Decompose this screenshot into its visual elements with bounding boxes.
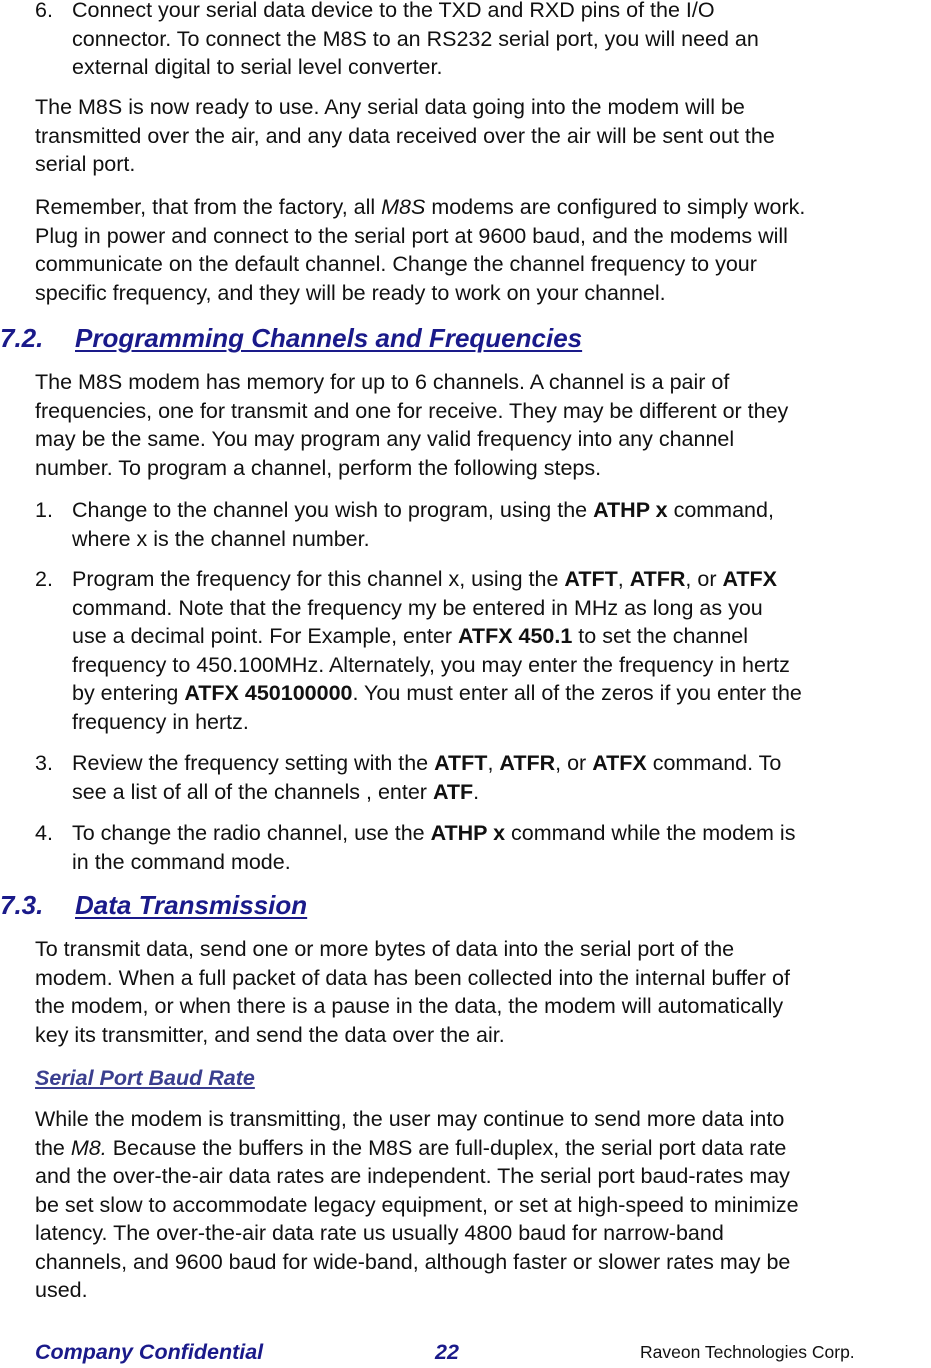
command-code: ATHP x [593, 498, 668, 522]
page-footer [0, 1340, 931, 1368]
command-code: ATFT [434, 751, 488, 775]
text-line: serial port. [35, 152, 136, 176]
text-line: To transmit data, send one or more bytes of data into the serial port of the [35, 937, 735, 961]
text-line: While the modem is transmitting, the user may continue to send more data into [35, 1107, 785, 1131]
text-line: Change to the channel you wish to program, using the ATHP x command, [72, 498, 774, 522]
paragraph-channel-memory [35, 368, 931, 482]
text-line: key its transmitter, and send the data over the air. [35, 1022, 505, 1047]
text-line: the M8. Because the buffers in the M8S are full-duplex, the serial port data rate [35, 1135, 787, 1160]
list-number: 3. [35, 751, 53, 775]
text-line: number. To program a channel, perform the following steps. [35, 455, 602, 480]
subheading-serial-port-baud-rate: Serial Port Baud Rate [35, 1066, 255, 1090]
text-line: modem. When a full packet of data has been collected into the internal buffer of [35, 965, 790, 990]
section-title: Programming Channels and Frequencies [75, 323, 583, 353]
model-name: M8S [381, 195, 426, 219]
text-line: The M8S is now ready to use. Any serial data going into the modem will be [35, 95, 745, 119]
text-line: Review the frequency setting with the ATFT, ATFR, or ATFX command. To [72, 751, 782, 775]
footer-confidential: Company Confidential [35, 1340, 264, 1364]
text-line: used. [35, 1278, 88, 1302]
text-line: transmitted over the air, and any data received over the air will be sent out the [35, 123, 775, 148]
text-line: specific frequency, and they will be ready to work on your channel. [35, 280, 666, 305]
text-line: The M8S modem has memory for up to 6 channels. A channel is a pair of [35, 370, 730, 394]
footer-company: Raveon Technologies Corp. [640, 1342, 855, 1362]
text-line: Program the frequency for this channel x, using the ATFT, ATFR, or ATFX [72, 567, 778, 591]
text-line: see a list of all of the channels , enter ATF. [72, 779, 480, 804]
command-code: ATFT [564, 567, 618, 591]
text-line: connector. To connect the M8S to an RS232 serial port, you will need an [72, 26, 759, 51]
command-code: ATHP x [430, 821, 506, 845]
text-line: Remember, that from the factory, all M8S modems are configured to simply work. [35, 195, 806, 219]
text-line: by entering ATFX 450100000. You must enter all of the zeros if you enter the [72, 681, 802, 705]
text-line: where x is the channel number. [72, 526, 370, 551]
list-number: 4. [35, 821, 53, 845]
command-code: ATFX [592, 751, 647, 775]
model-name: M8. [70, 1135, 107, 1160]
paragraph-baud-rate [35, 1105, 931, 1305]
text-line: frequencies, one for transmit and one for receive. They may be different or they [35, 398, 789, 423]
command-code: ATFX 450100000 [184, 681, 353, 705]
command-code: ATFX [722, 567, 778, 591]
paragraph-remember [35, 193, 931, 307]
text-line: in the command mode. [72, 849, 291, 874]
text-line: frequency to 450.100MHz. Alternately, you may enter the frequency in hertz [72, 652, 790, 677]
list-number: 6. [35, 0, 53, 22]
text-line: the modem, or when there is a pause in the data, the modem will automatically [35, 994, 784, 1018]
page-number: 22 [435, 1340, 459, 1364]
text-line: be set slow to accommodate legacy equipment, or set at high-speed to minimize [35, 1192, 799, 1217]
text-line: Connect your serial data device to the TXD and RXD pins of the I/O [72, 0, 715, 22]
text-line: latency. The over-the-air data rate us usually 4800 baud for narrow-band [35, 1221, 724, 1245]
text-line: may be the same. You may program any valid frequency into any channel [35, 427, 735, 451]
text-line: Plug in power and connect to the serial port at 9600 baud, and the modems will [35, 223, 788, 248]
command-code: ATFR [499, 751, 556, 775]
command-code: ATFX 450.1 [458, 624, 573, 648]
text-line: communicate on the default channel. Change the channel frequency to your [35, 252, 757, 276]
text-line: use a decimal point. For Example, enter ATFX 450.1 to set the channel [72, 624, 749, 648]
text-line: channels, and 9600 baud for wide-band, although faster or slower rates may be [35, 1249, 791, 1274]
text-line: and the over-the-air data rates are independent. The serial port baud-rates may [35, 1164, 790, 1188]
paragraph-ready [35, 93, 931, 179]
list-number: 2. [35, 567, 53, 591]
text-line: frequency in hertz. [72, 709, 249, 734]
section-number: 7.2. [0, 323, 44, 353]
text-line: external digital to serial level converter. [72, 55, 443, 79]
section-number: 7.3. [0, 890, 44, 920]
section-title: Data Transmission [75, 890, 308, 920]
list-number: 1. [35, 498, 53, 522]
text-line: command. Note that the frequency my be entered in MHz as long as you [72, 595, 763, 620]
paragraph-transmit [35, 935, 931, 1049]
text-line: To change the radio channel, use the ATHP x command while the modem is [72, 821, 796, 845]
command-code: ATFR [629, 567, 686, 591]
command-code: ATF [432, 779, 474, 804]
